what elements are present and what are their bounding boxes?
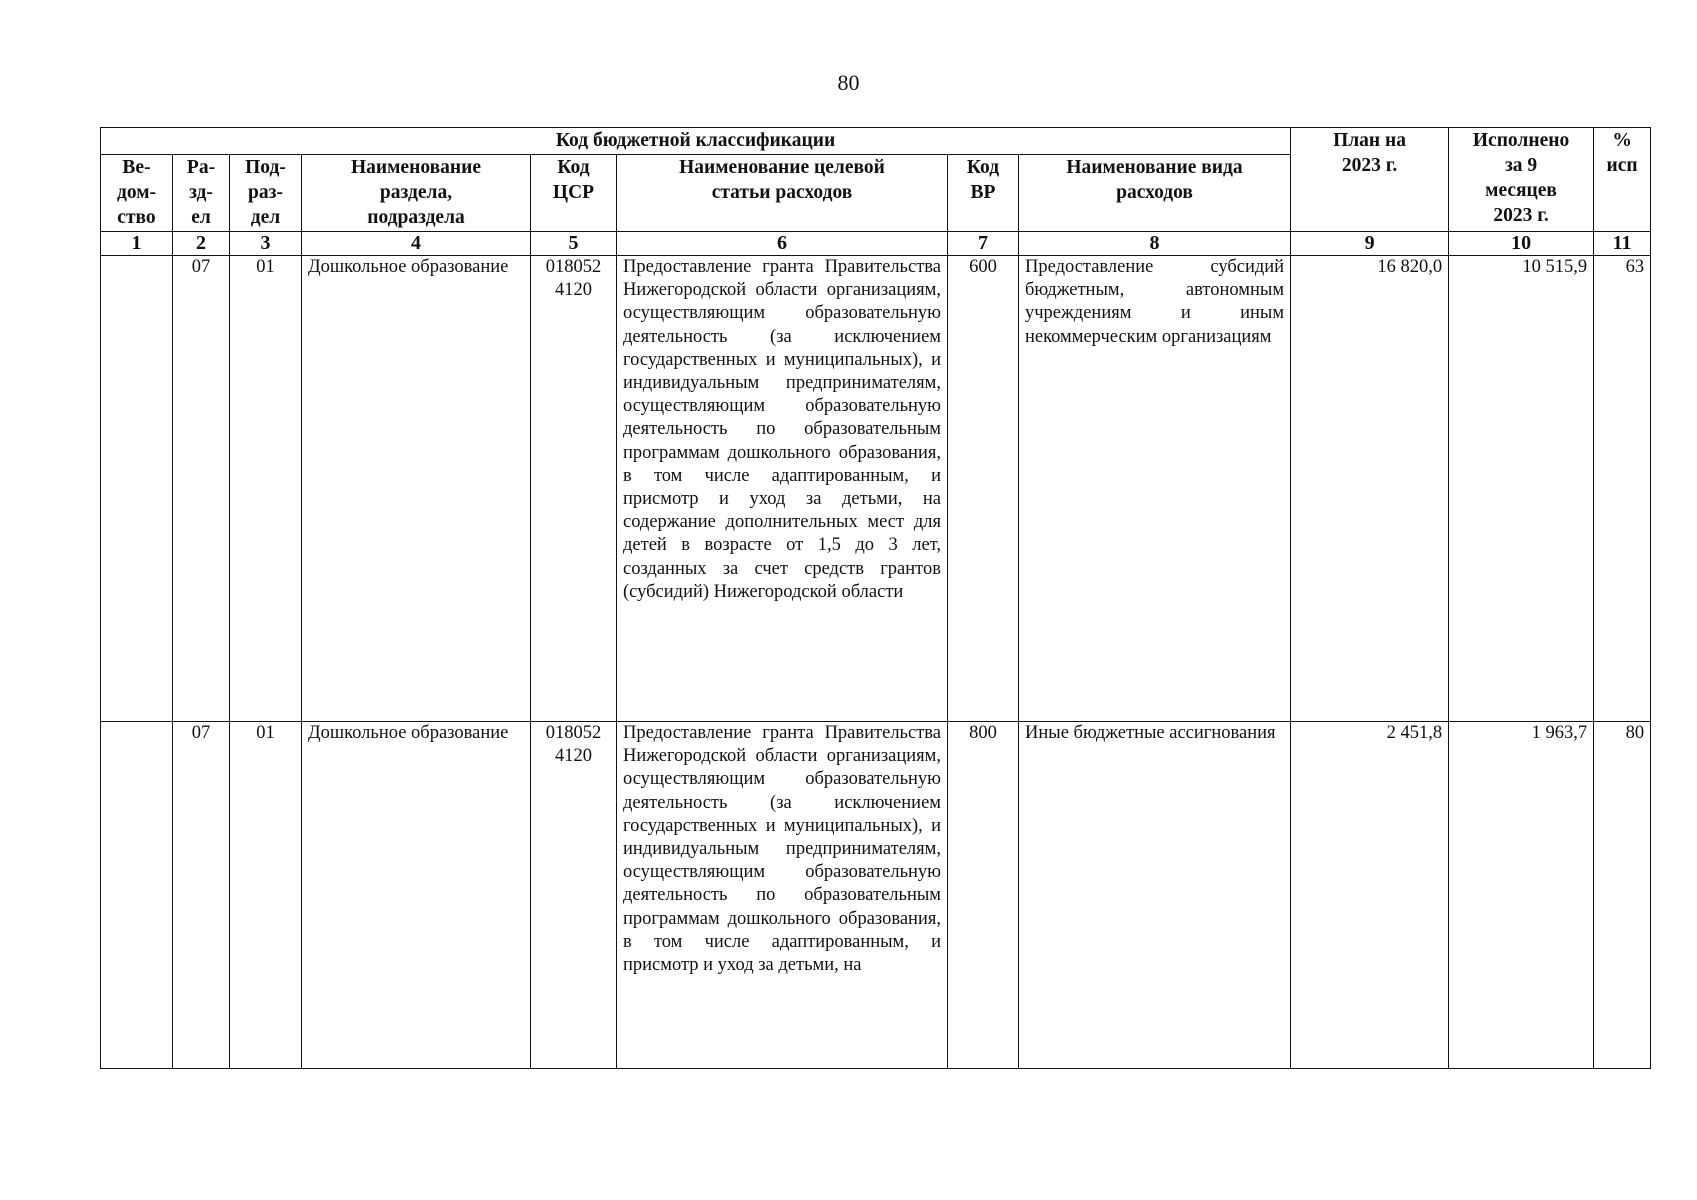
cell-razdel: 07 bbox=[173, 256, 230, 722]
cell-csr: 018052 4120 bbox=[531, 722, 617, 1069]
col-number: 5 bbox=[531, 232, 617, 256]
header-vr: Код ВР bbox=[948, 155, 1019, 232]
cell-section-name: Дошкольное образование bbox=[302, 256, 531, 722]
header-section-name: Наименование раздела, подраздела bbox=[302, 155, 531, 232]
header-percent: % исп bbox=[1594, 128, 1651, 232]
col-number: 11 bbox=[1594, 232, 1651, 256]
header-target-name: Наименование целевой статьи расходов bbox=[617, 155, 948, 232]
cell-target-name: Предоставление гранта Правительства Нижегородской области организациям, осуществляющим образовательную деятельность (за исключением государственных и муниципальных), и индивидуальным предпринимателям, осуществляющим образовательную деятельность по образовательным программам дошкольного образования, в том числе адаптированным, и присмотр и уход за детьми, на bbox=[617, 722, 948, 1069]
table-row bbox=[101, 256, 1651, 722]
col-number: 1 bbox=[101, 232, 173, 256]
page-number: 80 bbox=[837, 70, 860, 95]
col-number: 8 bbox=[1019, 232, 1291, 256]
cell-plan: 2 451,8 bbox=[1291, 722, 1449, 1069]
cell-vedomstvo bbox=[101, 722, 173, 1069]
header-plan: План на 2023 г. bbox=[1291, 128, 1449, 232]
cell-vr: 600 bbox=[948, 256, 1019, 722]
col-number: 9 bbox=[1291, 232, 1449, 256]
cell-executed: 10 515,9 bbox=[1449, 256, 1594, 722]
cell-percent: 63 bbox=[1594, 256, 1651, 722]
cell-csr: 018052 4120 bbox=[531, 256, 617, 722]
cell-plan: 16 820,0 bbox=[1291, 256, 1449, 722]
col-number: 7 bbox=[948, 232, 1019, 256]
header-executed: Исполнено за 9 месяцев 2023 г. bbox=[1449, 128, 1594, 232]
col-number: 4 bbox=[302, 232, 531, 256]
cell-target-name: Предоставление гранта Правительства Нижегородской области организациям, осуществляющим образовательную деятельность (за исключением государственных и муниципальных), и индивидуальным предпринимателям, осуществляющим образовательную деятельность по образовательным программам дошкольного образования, в том числе адаптированным, и присмотр и уход за детьми, на содержание дополнительных мест для детей в возрасте от 1,5 до 3 лет, созданных за счет средств грантов (субсидий) Нижегородской области bbox=[617, 256, 948, 722]
col-number: 6 bbox=[617, 232, 948, 256]
header-podrazdel: Под- раз- дел bbox=[230, 155, 302, 232]
cell-vr: 800 bbox=[948, 722, 1019, 1069]
cell-vedomstvo bbox=[101, 256, 173, 722]
cell-razdel: 07 bbox=[173, 722, 230, 1069]
header-vedomstvo: Ве- дом- ство bbox=[101, 155, 173, 232]
col-number: 3 bbox=[230, 232, 302, 256]
cell-executed: 1 963,7 bbox=[1449, 722, 1594, 1069]
cell-podrazdel: 01 bbox=[230, 256, 302, 722]
cell-percent: 80 bbox=[1594, 722, 1651, 1069]
header-csr: Код ЦСР bbox=[531, 155, 617, 232]
header-group-budget-code: Код бюджетной классификации bbox=[101, 128, 1291, 155]
table-row bbox=[101, 722, 1651, 1069]
cell-vr-name: Предоставление субсидий бюджетным, автономным учреждениям и иным некоммерческим организациям bbox=[1019, 256, 1291, 722]
header-razdel: Ра- зд- ел bbox=[173, 155, 230, 232]
cell-podrazdel: 01 bbox=[230, 722, 302, 1069]
cell-vr-name: Иные бюджетные ассигнования bbox=[1019, 722, 1291, 1069]
cell-section-name: Дошкольное образование bbox=[302, 722, 531, 1069]
col-number: 2 bbox=[173, 232, 230, 256]
budget-table bbox=[100, 127, 1651, 1069]
header-vr-name: Наименование вида расходов bbox=[1019, 155, 1291, 232]
col-number: 10 bbox=[1449, 232, 1594, 256]
